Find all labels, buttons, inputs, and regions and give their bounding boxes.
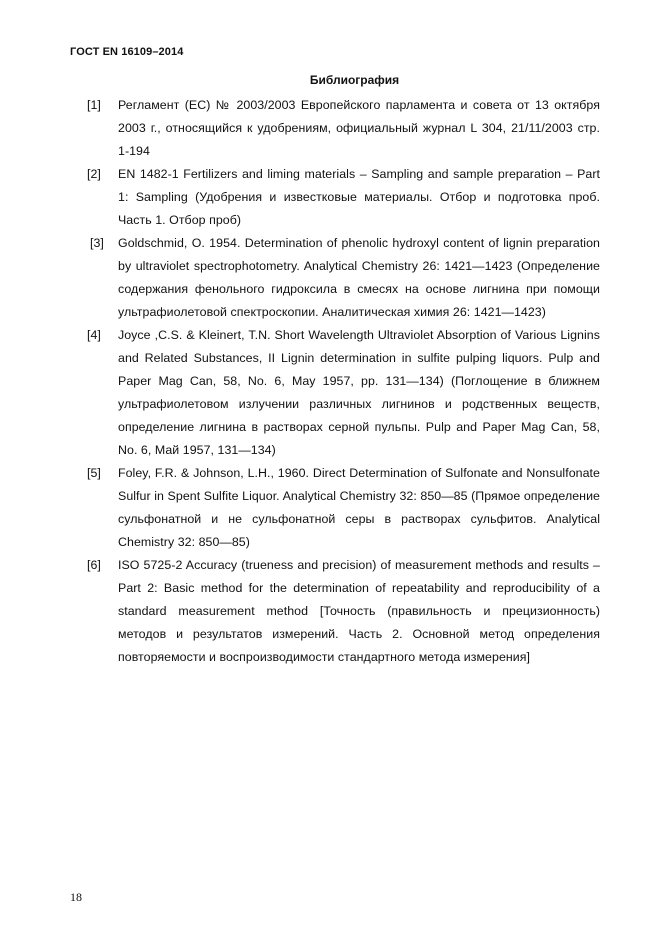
bibliography-entry-2 (80, 163, 600, 232)
reference-text: Joyce ,C.S. & Kleinert, T.N. Short Wavelength Ultraviolet Absorption of Various Lignins and Related Substances, II Lignin determination in sulfite pulping liquors. Pulp and Paper Mag Can, 58, No. 6, May 1957, pp. 131—134) (Поглощение в ближнем ультрафиолетовом излучении различных лигнинов и родственных веществ, определение лигнина в растворах серной пульпы. Pulp and Paper Mag Can, 58, No. 6, Май 1957, 131—134) (118, 328, 600, 457)
bibliography-entry-4 (80, 324, 600, 462)
reference-number: [3] (90, 236, 104, 250)
reference-text: Goldschmid, O. 1954. Determination of phenolic hydroxyl content of lignin preparation by ultraviolet spectrophotometry. Analytical Chemistry 26: 1421—1423 (Определение содержания фенольного гидроксила в смесях на основе лигнина при помощи ультрафиолетовой спектроскопии. Аналитическая химия 26: 1421—1423) (118, 236, 600, 319)
reference-number: [6] (87, 558, 101, 572)
bibliography-entry-1 (80, 94, 600, 163)
reference-number: [2] (87, 167, 101, 181)
reference-text: ISO 5725-2 Accuracy (trueness and precision) of measurement methods and results – Part 2: Basic method for the determination of repeatability and reproducibility of a standard measurement method [Точность (правильность и прецизионность) методов и результатов измерений. Часть 2. Основной метод определения повторяемости и воспроизводимости стандартного метода измерения] (118, 558, 600, 664)
bibliography-entry-5 (80, 462, 600, 554)
reference-text: Регламент (ЕС) № 2003/2003 Европейского парламента и совета от 13 октября 2003 г., относящийся к удобрениям, официальный журнал L 304, 21/11/2003 стр. 1-194 (118, 98, 600, 158)
bibliography-list (80, 94, 600, 669)
reference-number: [5] (87, 466, 101, 480)
bibliography-entry-3 (80, 232, 600, 324)
reference-number: [1] (87, 98, 101, 112)
document-code-header: ГОСТ EN 16109–2014 (70, 46, 184, 58)
section-title: Библиография (309, 73, 400, 87)
reference-text: Foley, F.R. & Johnson, L.H., 1960. Direct Determination of Sulfonate and Nonsulfonate Sulfur in Spent Sulfite Liquor. Analytical Chemistry 32: 850—85 (Прямое определение сульфонатной и не сульфонатной серы в растворах сульфитов. Analytical Chemistry 32: 850—85) (118, 466, 600, 549)
reference-number: [4] (87, 328, 101, 342)
reference-text: EN 1482-1 Fertilizers and liming materials – Sampling and sample preparation – Part 1: Sampling (Удобрения и известковые материалы. Отбор и подготовка проб. Часть 1. Отбор проб) (118, 167, 600, 227)
page-number: 18 (70, 890, 82, 904)
bibliography-entry-6 (80, 554, 600, 669)
